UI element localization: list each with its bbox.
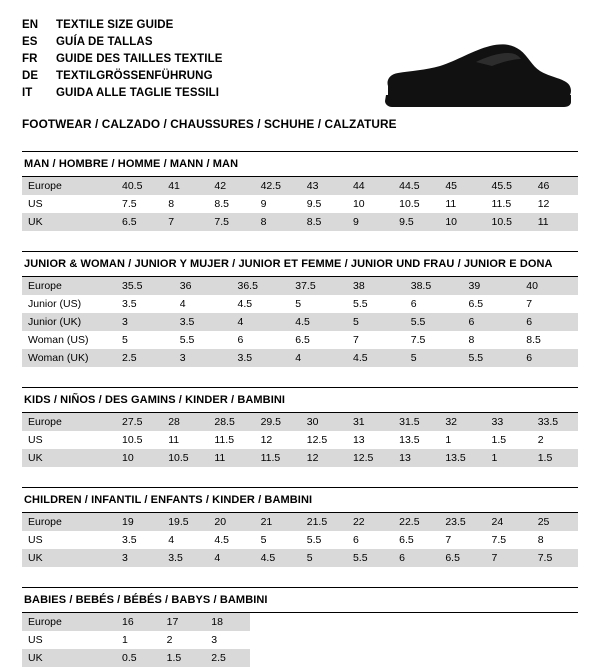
table-row <box>22 513 578 531</box>
size-cell: 7 <box>486 549 532 567</box>
table-row <box>22 531 578 549</box>
table-row <box>22 613 250 631</box>
table-row <box>22 449 578 467</box>
language-title: GUIDA ALLE TAGLIE TESSILI <box>56 87 220 99</box>
size-cell: 19 <box>116 513 162 531</box>
size-cell: 8 <box>463 331 521 349</box>
size-cell: 13 <box>393 449 439 467</box>
size-cell: 4 <box>208 549 254 567</box>
language-title: TEXTILGRÖSSENFÜHRUNG <box>56 70 213 82</box>
size-cell: 4 <box>174 295 232 313</box>
row-label: Woman (UK) <box>22 349 116 367</box>
size-cell: 30 <box>301 413 347 431</box>
size-cell: 1 <box>116 631 161 649</box>
size-cell: 40 <box>520 277 578 295</box>
row-label: Europe <box>22 413 116 431</box>
size-cell: 6.5 <box>393 531 439 549</box>
size-cell: 6.5 <box>439 549 485 567</box>
size-cell: 32 <box>439 413 485 431</box>
size-cell: 4 <box>162 531 208 549</box>
size-table <box>22 177 578 231</box>
header <box>22 18 578 101</box>
section-title: BABIES / BEBÉS / BÉBÉS / BABYS / BAMBINI <box>24 594 268 606</box>
size-cell: 18 <box>205 613 250 631</box>
size-cell: 5 <box>301 549 347 567</box>
size-cell: 10 <box>347 195 393 213</box>
size-cell: 9.5 <box>393 213 439 231</box>
size-cell: 5.5 <box>301 531 347 549</box>
size-cell: 22.5 <box>393 513 439 531</box>
section-title: KIDS / NIÑOS / DES GAMINS / KINDER / BAMBINI <box>24 394 286 406</box>
size-cell: 2 <box>161 631 206 649</box>
size-cell: 10.5 <box>162 449 208 467</box>
row-label: US <box>22 431 116 449</box>
size-cell: 5 <box>116 331 174 349</box>
size-cell: 11 <box>162 431 208 449</box>
size-cell: 29.5 <box>255 413 301 431</box>
row-label: UK <box>22 649 116 667</box>
size-cell: 8 <box>162 195 208 213</box>
row-label: Woman (US) <box>22 331 116 349</box>
size-section <box>22 487 578 567</box>
section-title: JUNIOR & WOMAN / JUNIOR Y MUJER / JUNIOR ET FEMME / JUNIOR UND FRAU / JUNIOR E DONA <box>24 258 553 270</box>
language-row <box>22 52 223 67</box>
row-label: Europe <box>22 513 116 531</box>
table-row <box>22 313 578 331</box>
size-cell: 25 <box>532 513 578 531</box>
row-label: US <box>22 531 116 549</box>
size-cell: 5.5 <box>347 549 393 567</box>
size-cell: 33.5 <box>532 413 578 431</box>
size-cell: 9.5 <box>301 195 347 213</box>
size-cell: 3 <box>116 313 174 331</box>
language-title-list <box>22 18 223 101</box>
size-cell: 21.5 <box>301 513 347 531</box>
size-cell: 44 <box>347 177 393 195</box>
size-cell: 0.5 <box>116 649 161 667</box>
size-cell: 8.5 <box>208 195 254 213</box>
size-table <box>22 513 578 567</box>
language-row <box>22 86 223 101</box>
table-row <box>22 331 578 349</box>
size-cell: 10 <box>116 449 162 467</box>
size-cell: 17 <box>161 613 206 631</box>
size-cell: 6.5 <box>116 213 162 231</box>
section-title: CHILDREN / INFANTIL / ENFANTS / KINDER / BAMBINI <box>24 494 313 506</box>
language-code: ES <box>22 36 38 48</box>
size-cell: 23.5 <box>439 513 485 531</box>
size-cell: 12 <box>255 431 301 449</box>
size-cell: 16 <box>116 613 161 631</box>
size-cell: 7 <box>439 531 485 549</box>
section-title: MAN / HOMBRE / HOMME / MANN / MAN <box>24 158 239 170</box>
size-cell: 11 <box>439 195 485 213</box>
size-cell: 6 <box>405 295 463 313</box>
size-cell: 22 <box>347 513 393 531</box>
size-cell: 4.5 <box>347 349 405 367</box>
size-cell: 10.5 <box>486 213 532 231</box>
size-cell: 2.5 <box>116 349 174 367</box>
size-section <box>22 587 578 667</box>
table-row <box>22 195 578 213</box>
size-cell: 11.5 <box>255 449 301 467</box>
size-cell: 8 <box>255 213 301 231</box>
row-label: Europe <box>22 177 116 195</box>
size-cell: 6 <box>463 313 521 331</box>
size-cell: 4.5 <box>232 295 290 313</box>
size-cell: 5.5 <box>347 295 405 313</box>
size-cell: 12.5 <box>347 449 393 467</box>
size-cell: 36 <box>174 277 232 295</box>
size-cell: 13.5 <box>393 431 439 449</box>
size-cell: 20 <box>208 513 254 531</box>
size-cell: 5 <box>289 295 347 313</box>
size-cell: 8 <box>532 531 578 549</box>
size-cell: 44.5 <box>393 177 439 195</box>
language-code: IT <box>22 87 33 99</box>
row-label: UK <box>22 213 116 231</box>
size-section <box>22 251 578 367</box>
size-cell: 5 <box>405 349 463 367</box>
table-row <box>22 431 578 449</box>
size-cell: 43 <box>301 177 347 195</box>
size-cell: 2 <box>532 431 578 449</box>
table-row <box>22 213 578 231</box>
size-cell: 1.5 <box>486 431 532 449</box>
size-cell: 46 <box>532 177 578 195</box>
size-cell: 40.5 <box>116 177 162 195</box>
size-cell: 3 <box>116 549 162 567</box>
size-cell: 7.5 <box>116 195 162 213</box>
language-code: EN <box>22 19 39 31</box>
table-row <box>22 631 250 649</box>
row-label: Europe <box>22 277 116 295</box>
language-title: GUÍA DE TALLAS <box>56 36 153 48</box>
size-cell: 4.5 <box>289 313 347 331</box>
size-cell: 24 <box>486 513 532 531</box>
size-cell: 42.5 <box>255 177 301 195</box>
size-cell: 5.5 <box>463 349 521 367</box>
language-row <box>22 18 223 33</box>
size-cell: 6 <box>347 531 393 549</box>
size-cell: 13.5 <box>439 449 485 467</box>
size-cell: 35.5 <box>116 277 174 295</box>
table-row <box>22 295 578 313</box>
size-section <box>22 387 578 467</box>
size-cell: 8.5 <box>520 331 578 349</box>
table-row <box>22 277 578 295</box>
size-cell: 1.5 <box>161 649 206 667</box>
table-row <box>22 349 578 367</box>
size-cell: 19.5 <box>162 513 208 531</box>
size-cell: 31 <box>347 413 393 431</box>
size-cell: 4.5 <box>208 531 254 549</box>
row-label: Junior (UK) <box>22 313 116 331</box>
size-cell: 12.5 <box>301 431 347 449</box>
size-table <box>22 613 250 667</box>
size-cell: 6.5 <box>289 331 347 349</box>
size-cell: 7.5 <box>208 213 254 231</box>
size-cell: 28 <box>162 413 208 431</box>
size-cell: 5.5 <box>174 331 232 349</box>
size-cell: 1 <box>486 449 532 467</box>
size-table <box>22 413 578 467</box>
row-label: Europe <box>22 613 116 631</box>
size-cell: 45 <box>439 177 485 195</box>
size-cell: 6 <box>520 349 578 367</box>
size-cell: 21 <box>255 513 301 531</box>
size-cell: 33 <box>486 413 532 431</box>
size-cell: 13 <box>347 431 393 449</box>
size-cell: 38.5 <box>405 277 463 295</box>
row-label: US <box>22 195 116 213</box>
language-title: GUIDE DES TAILLES TEXTILE <box>56 53 223 65</box>
size-cell: 3.5 <box>174 313 232 331</box>
language-code: DE <box>22 70 39 82</box>
size-cell: 7 <box>162 213 208 231</box>
size-cell: 6 <box>520 313 578 331</box>
size-cell: 6.5 <box>463 295 521 313</box>
size-cell: 4 <box>289 349 347 367</box>
size-cell: 11 <box>532 213 578 231</box>
table-row <box>22 649 250 667</box>
size-cell: 39 <box>463 277 521 295</box>
row-label: US <box>22 631 116 649</box>
size-cell: 12 <box>301 449 347 467</box>
size-cell: 3.5 <box>162 549 208 567</box>
size-table <box>22 277 578 367</box>
size-cell: 3.5 <box>232 349 290 367</box>
size-cell: 6 <box>393 549 439 567</box>
size-cell: 10 <box>439 213 485 231</box>
size-cell: 36.5 <box>232 277 290 295</box>
size-cell: 3 <box>174 349 232 367</box>
row-label: UK <box>22 549 116 567</box>
size-cell: 31.5 <box>393 413 439 431</box>
size-cell: 10.5 <box>116 431 162 449</box>
size-cell: 45.5 <box>486 177 532 195</box>
size-cell: 5.5 <box>405 313 463 331</box>
size-cell: 6 <box>232 331 290 349</box>
table-row <box>22 177 578 195</box>
size-cell: 11.5 <box>486 195 532 213</box>
size-cell: 7.5 <box>486 531 532 549</box>
size-cell: 37.5 <box>289 277 347 295</box>
size-cell: 7 <box>520 295 578 313</box>
size-cell: 4.5 <box>255 549 301 567</box>
table-row <box>22 549 578 567</box>
size-cell: 11.5 <box>208 431 254 449</box>
row-label: Junior (US) <box>22 295 116 313</box>
size-cell: 1 <box>439 431 485 449</box>
category-line: FOOTWEAR / CALZADO / CHAUSSURES / SCHUHE / CALZATURE <box>22 117 397 131</box>
table-row <box>22 413 578 431</box>
size-cell: 42 <box>208 177 254 195</box>
size-cell: 9 <box>255 195 301 213</box>
size-cell: 7 <box>347 331 405 349</box>
size-cell: 38 <box>347 277 405 295</box>
size-cell: 3.5 <box>116 295 174 313</box>
language-row <box>22 35 223 50</box>
size-tables <box>22 151 578 667</box>
size-cell: 7.5 <box>405 331 463 349</box>
size-cell: 3 <box>205 631 250 649</box>
size-cell: 10.5 <box>393 195 439 213</box>
size-cell: 27.5 <box>116 413 162 431</box>
size-cell: 41 <box>162 177 208 195</box>
row-label: UK <box>22 449 116 467</box>
size-cell: 5 <box>347 313 405 331</box>
size-cell: 5 <box>255 531 301 549</box>
size-cell: 3.5 <box>116 531 162 549</box>
language-code: FR <box>22 53 38 65</box>
size-cell: 7.5 <box>532 549 578 567</box>
size-cell: 12 <box>532 195 578 213</box>
language-title: TEXTILE SIZE GUIDE <box>56 19 174 31</box>
dress-shoe-icon <box>382 40 572 112</box>
size-cell: 8.5 <box>301 213 347 231</box>
size-cell: 28.5 <box>208 413 254 431</box>
size-cell: 4 <box>232 313 290 331</box>
size-section <box>22 151 578 231</box>
size-cell: 11 <box>208 449 254 467</box>
language-row <box>22 69 223 84</box>
size-cell: 1.5 <box>532 449 578 467</box>
size-cell: 2.5 <box>205 649 250 667</box>
size-cell: 9 <box>347 213 393 231</box>
